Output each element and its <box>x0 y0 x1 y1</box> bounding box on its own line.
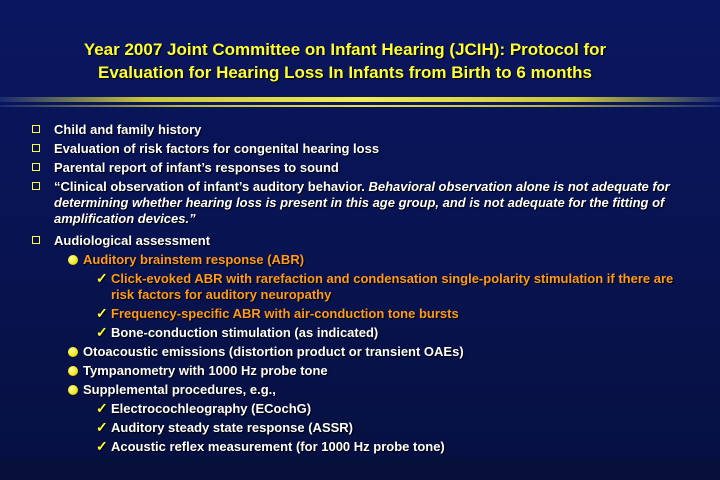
sub-item-supplemental <box>32 382 692 398</box>
list-item-text: Child and family history <box>54 122 202 137</box>
title-divider-thin <box>0 105 720 107</box>
list-item-italic-text: Behavioral observation alone is not adequate for determining whether hearing loss is present in this age group, and is not adequate for the fitting of amplification devices.” <box>54 179 670 226</box>
sub-item-text: Supplemental procedures, e.g., <box>83 382 276 397</box>
round-bullet-icon <box>68 347 78 357</box>
title-divider-thick <box>0 97 720 102</box>
checkmark-icon: ✓ <box>96 324 108 340</box>
sub-sub-item-text: Electrocochleography (ECochG) <box>111 401 312 416</box>
sub-sub-item-text: Acoustic reflex measurement (for 1000 Hz probe tone) <box>111 439 445 454</box>
square-bullet-icon <box>32 125 40 133</box>
list-item-text: Evaluation of risk factors for congenital hearing loss <box>54 141 380 156</box>
sub-sub-item-text: Click-evoked ABR with rarefaction and condensation single-polarity stimulation if there are risk factors for auditory neuropathy <box>111 271 674 302</box>
round-bullet-icon <box>68 255 78 265</box>
checkmark-icon: ✓ <box>96 270 108 286</box>
square-bullet-icon <box>32 182 40 190</box>
checkmark-icon: ✓ <box>96 419 108 435</box>
checkmark-icon: ✓ <box>96 305 108 321</box>
sub-item-oae <box>32 344 692 360</box>
sub-item-text: Auditory brainstem response (ABR) <box>83 252 305 267</box>
square-bullet-icon <box>32 144 40 152</box>
sub-sub-item-text: Bone-conduction stimulation (as indicated) <box>111 325 379 340</box>
square-bullet-icon <box>32 163 40 171</box>
sub-item-text: Tympanometry with 1000 Hz probe tone <box>83 363 328 378</box>
list-item-clinical-observation <box>32 179 692 227</box>
title-line-2: Evaluation for Hearing Loss In Infants from Birth to 6 months <box>98 63 592 82</box>
checkmark-icon: ✓ <box>96 400 108 416</box>
round-bullet-icon <box>68 385 78 395</box>
sub-item-text: Otoacoustic emissions (distortion product or transient OAEs) <box>83 344 464 359</box>
list-item-text: Parental report of infant’s responses to sound <box>54 160 339 175</box>
list-item-parental-report <box>32 160 692 176</box>
sub-sub-item-text: Frequency-specific ABR with air-conduction tone bursts <box>111 306 459 321</box>
footer-band <box>0 458 720 480</box>
bullet-list <box>32 122 692 458</box>
sub-item-abr <box>32 252 692 268</box>
supplemental-ecochg <box>32 401 692 417</box>
sub-sub-item-text: Auditory steady state response (ASSR) <box>111 420 354 435</box>
supplemental-assr <box>32 420 692 436</box>
abr-click-evoked <box>32 271 692 303</box>
slide-title <box>20 38 670 84</box>
abr-frequency-specific <box>32 306 692 322</box>
list-item-audiological-assessment <box>32 233 692 249</box>
abr-bone-conduction <box>32 325 692 341</box>
supplemental-acoustic-reflex <box>32 439 692 455</box>
list-item-text: “Clinical observation of infant’s auditory behavior. <box>54 179 369 194</box>
round-bullet-icon <box>68 366 78 376</box>
title-line-1: Year 2007 Joint Committee on Infant Hearing (JCIH): Protocol for <box>83 40 607 59</box>
checkmark-icon: ✓ <box>96 438 108 454</box>
list-item-text: Audiological assessment <box>54 233 211 248</box>
square-bullet-icon <box>32 236 40 244</box>
list-item-history <box>32 122 692 138</box>
sub-item-tympanometry <box>32 363 692 379</box>
list-item-risk-factors <box>32 141 692 157</box>
